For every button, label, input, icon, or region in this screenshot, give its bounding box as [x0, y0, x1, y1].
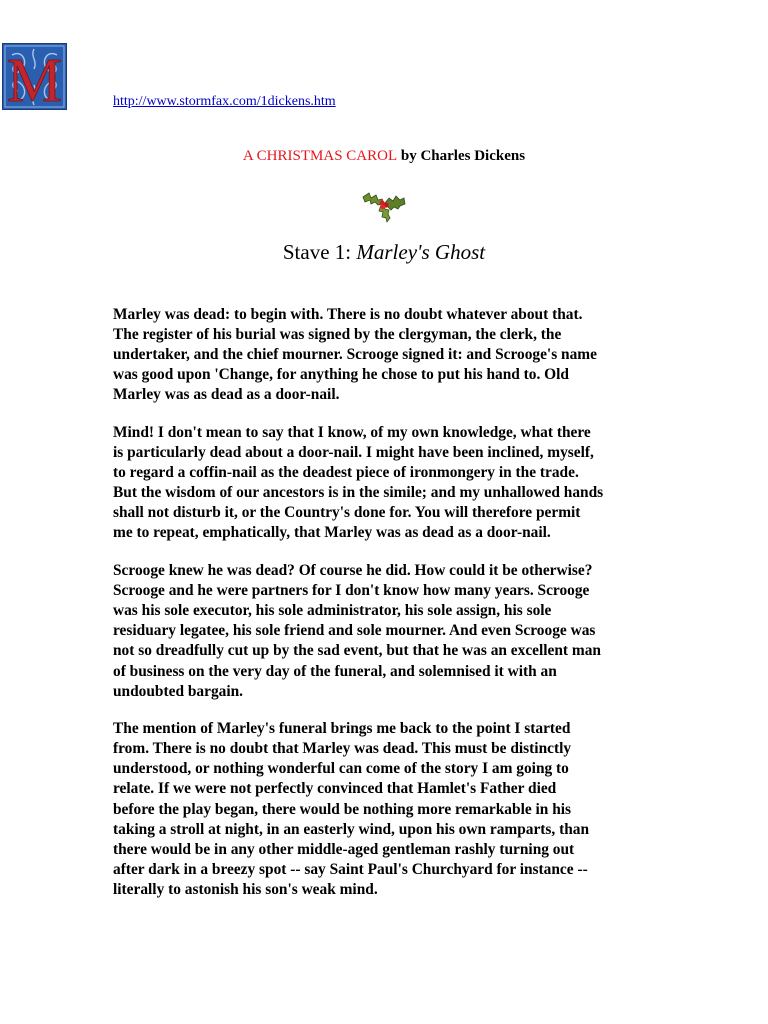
stave-number: Stave 1:: [282, 240, 352, 264]
paragraph: Scrooge knew he was dead? Of course he did. How could it be otherwise? Scrooge and he were partners for I don't know how many years. Scrooge was his sole executor, his sole administrator, his sole assign, his sole residuary legatee, his sole friend and sole mourner. And even Scrooge was not so dreadfully cut up by the sad event, but that he was an excellent man of business on the very day of the funeral, and solemnised it with an undoubted bargain.: [113, 562, 601, 700]
paragraph: Mind! I don't mean to say that I know, of my own knowledge, what there is particularly dead about a door-nail. I might have been inclined, myself, to regard a coffin-nail as the deadest piece of ironmongery in the trade. But the wisdom of our ancestors is in the simile; and my unhallowed hands shall not disturb it, or the Country's done for. You will therefore permit me to repeat, emphatically, that Marley was as dead as a door-nail.: [113, 423, 604, 542]
paragraph: Marley was dead: to begin with. There is no doubt whatever about that. The register of his burial was signed by the clergyman, the clerk, the undertaker, and the chief mourner. Scrooge signed it: and Scrooge's name was good upon 'Change, for anything he chose to put his hand to. Old Marley was as dead as a door-nail.: [113, 306, 597, 404]
chapter-body: [113, 305, 673, 918]
source-url-link[interactable]: http://www.stormfax.com/1dickens.htm: [113, 94, 336, 109]
paragraph: The mention of Marley's funeral brings me back to the point I started from. There is no doubt that Marley was dead. This must be distinctly understood, or nothing wonderful can come of the story I am going to relate. If we were not perfectly convinced that Hamlet's Father died before the play began, there would be nothing more remarkable in his taking a stroll at night, in an easterly wind, upon his own ramparts, than there would be in any other middle-aged gentleman rashly turning out after dark in a breezy spot -- say Saint Paul's Churchyard for instance -- literally to astonish his son's weak mind.: [113, 720, 590, 898]
chapter-heading: [0, 240, 768, 265]
decorated-letter-m-icon: [2, 43, 67, 110]
holly-icon: [359, 183, 409, 223]
chapter-title: Marley's Ghost: [356, 240, 486, 264]
svg-text:M: M: [6, 47, 63, 110]
book-author: by Charles Dickens: [400, 148, 526, 164]
book-title-line: [0, 148, 768, 165]
book-title: A CHRISTMAS CAROL: [242, 148, 398, 164]
